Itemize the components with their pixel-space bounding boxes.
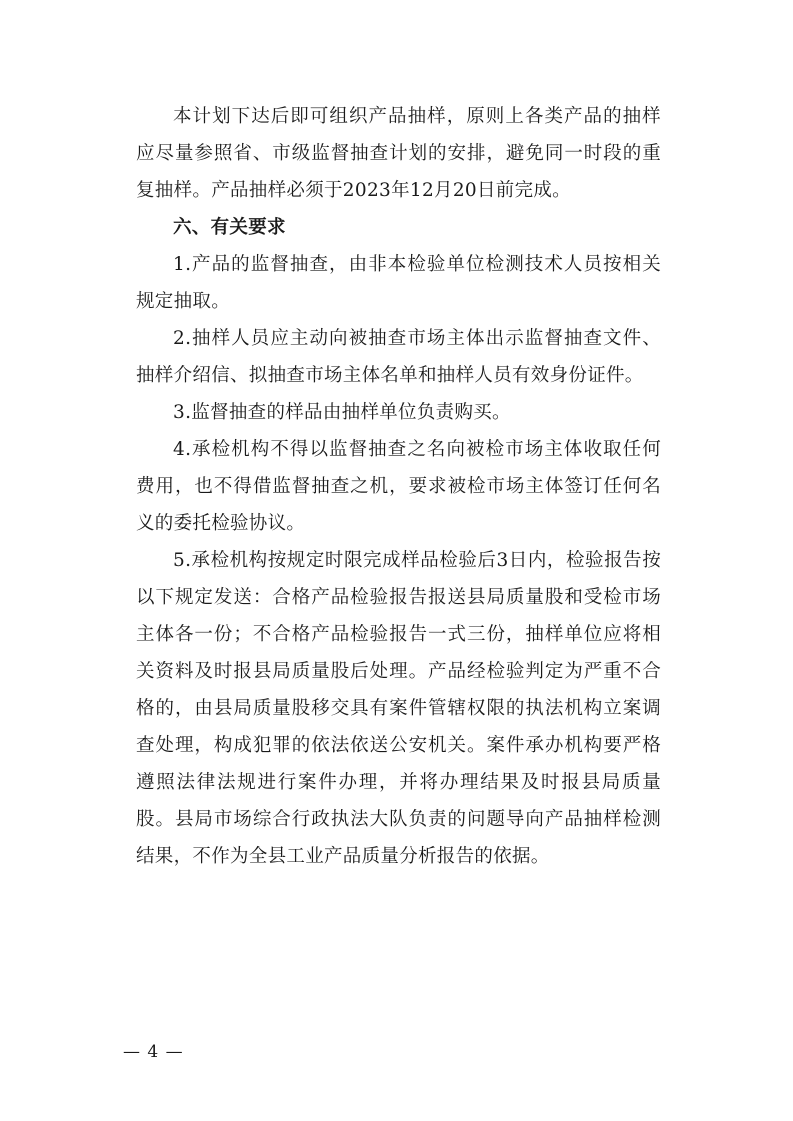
section-heading-requirements: 六、有关要求	[173, 217, 286, 238]
requirement-item-5: 5.承检机构按规定时限完成样品检验后3日内，检验报告按以下规定发送：合格产品检验报告报送县局质量股和受检市场主体各一份；不合格产品检验报告一式三份，抽样单位应将相关资料及时报县局质量股后处理。产品经检验判定为严重不合格的，由县局质量股移交具有案件管辖权限的执法机构立案调查处理，构成犯罪的依法依送公安机关。案件承办机构要严格遵照法律法规进行案件办理，并将办理结果及时报县局质量股。县局市场综合行政执法大队负责的问题导向产品抽样检测结果，不作为全县工业产品质量分析报告的依据。	[136, 550, 661, 867]
requirement-item-4: 4.承检机构不得以监督抽查之名向被检市场主体收取任何费用，也不得借监督抽查之机，要求被检市场主体签订任何名义的委托检验协议。	[136, 439, 661, 534]
requirement-item-2: 2.抽样人员应主动向被抽查市场主体出示监督抽查文件、抽样介绍信、拟抽查市场主体名单和抽样人员有效身份证件。	[136, 328, 661, 386]
page-number: — 4 —	[123, 1042, 184, 1062]
document-body	[136, 98, 661, 875]
paragraph-sampling-schedule: 本计划下达后即可组织产品抽样，原则上各类产品的抽样应尽量参照省、市级监督抽查计划的安排，避免同一时段的重复抽样。产品抽样必须于2023年12月20日前完成。	[136, 106, 661, 201]
requirement-item-1: 1.产品的监督抽查，由非本检验单位检测技术人员按相关规定抽取。	[136, 254, 661, 312]
requirement-item-3: 3.监督抽查的样品由抽样单位负责购买。	[173, 402, 511, 423]
